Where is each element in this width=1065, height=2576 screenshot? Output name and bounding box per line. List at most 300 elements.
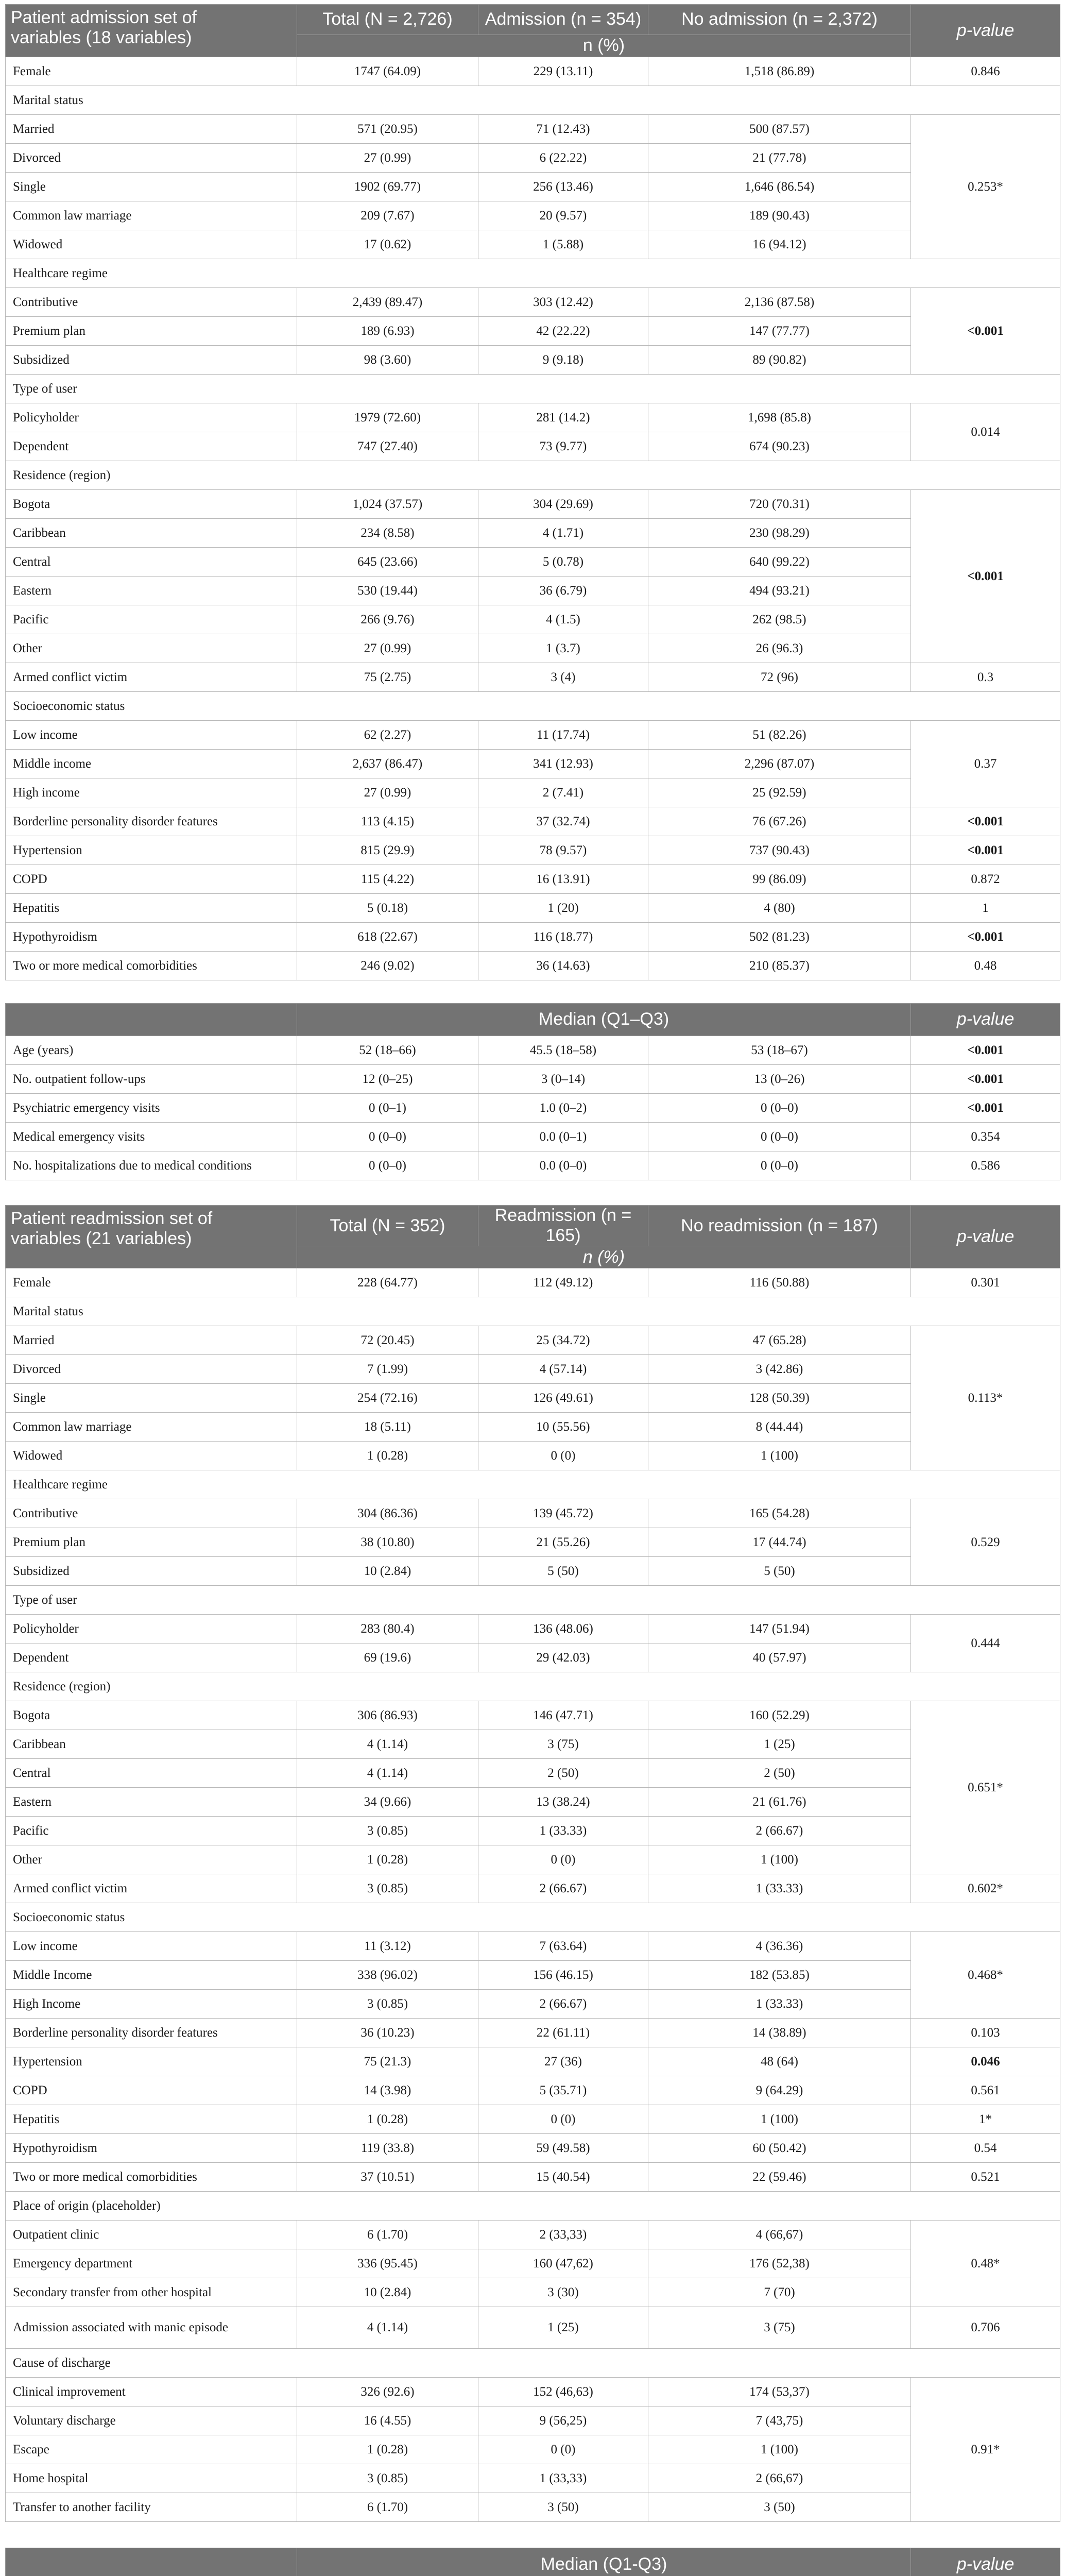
cell-total: 283 (80.4) [297,1615,478,1643]
row-label: Widowed [6,1442,297,1470]
cell-total: 304 (86.36) [297,1499,478,1528]
table-row [6,548,1060,577]
cell-group2: 1 (100) [648,1845,911,1874]
table-row [6,1326,1060,1355]
cell-total: 3 (0.85) [297,1817,478,1845]
row-label: Borderline personality disorder features [6,807,297,836]
cell-group1: 152 (46,63) [478,2378,648,2406]
cell-group2: 26 (96.3) [648,634,911,663]
cell-group1: 156 (46.15) [478,1961,648,1990]
readmission-title-line1: Patient readmission set of [11,1209,213,1228]
cell-total: 10 (2.84) [297,1557,478,1586]
cell-total: 266 (9.76) [297,605,478,634]
cell-p-value: 0.046 [911,2047,1060,2076]
cell-group1: 2 (7.41) [478,778,648,807]
table-row [6,1268,1060,1297]
cell-p-value: 0.48* [911,2221,1060,2307]
cell-p-value: 0.706 [911,2307,1060,2349]
cell-group1: 36 (6.79) [478,577,648,605]
row-label: COPD [6,865,297,894]
cell-total: 6 (1.70) [297,2493,478,2522]
cell-group1: 73 (9.77) [478,432,648,461]
cell-group1: 112 (49.12) [478,1268,648,1297]
median-header-p-value: p-value [911,2548,1060,2576]
row-label: Middle income [6,750,297,778]
table-row [6,1123,1060,1151]
cell-group1: 3 (75) [478,1730,648,1759]
row-label: High income [6,778,297,807]
cell-group1: 5 (35.71) [478,2076,648,2105]
cell-group1: 3 (50) [478,2493,648,2522]
cell-total: 0 (0–1) [297,1094,478,1123]
table-row [6,1730,1060,1759]
row-label: Age (years) [6,1036,297,1065]
cell-group2: 2 (66,67) [648,2464,911,2493]
header-n-percent: n (%) [297,35,911,57]
row-label: Common law marriage [6,1413,297,1442]
cell-total: 0 (0–0) [297,1123,478,1151]
cell-group1: 5 (0.78) [478,548,648,577]
cell-group2: 2,136 (87.58) [648,288,911,317]
table-row [6,230,1060,259]
cell-p-value: 0.468* [911,1932,1060,2019]
cell-total: 530 (19.44) [297,577,478,605]
cell-total: 37 (10.51) [297,2163,478,2192]
table-row [6,490,1060,519]
cell-group2: 7 (70) [648,2278,911,2307]
cell-p-value: 0.113* [911,1326,1060,1470]
cell-group1: 3 (30) [478,2278,648,2307]
row-label: Psychiatric emergency visits [6,1094,297,1123]
cell-total: 306 (86.93) [297,1701,478,1730]
row-label: Hypertension [6,2047,297,2076]
cell-group2: 1 (25) [648,1730,911,1759]
section-label: Residence (region) [6,461,1060,490]
cell-p-value: 0.561 [911,2076,1060,2105]
median-header: Median (Q1–Q3) [297,1004,911,1036]
cell-group2: 1 (100) [648,1442,911,1470]
cell-p-value: <0.001 [911,1065,1060,1094]
table-row [6,2105,1060,2134]
admission-median-table [5,1003,1060,1180]
cell-group1: 11 (17.74) [478,721,648,750]
cell-group2: 40 (57.97) [648,1643,911,1672]
section-row [6,86,1060,115]
table-row [6,1528,1060,1557]
cell-group1: 16 (13.91) [478,865,648,894]
table-row [6,1355,1060,1384]
section-label: Marital status [6,86,1060,115]
cell-total: 18 (5.11) [297,1413,478,1442]
cell-group2: 494 (93.21) [648,577,911,605]
section-label: Marital status [6,1297,1060,1326]
cell-total: 115 (4.22) [297,865,478,894]
row-label: Central [6,1759,297,1788]
table-row [6,288,1060,317]
cell-total: 645 (23.66) [297,548,478,577]
row-label: Hypertension [6,836,297,865]
table-row [6,346,1060,375]
cell-group1: 37 (32.74) [478,807,648,836]
table-row [6,2019,1060,2047]
row-label: Outpatient clinic [6,2221,297,2249]
cell-p-value: <0.001 [911,836,1060,865]
row-label: Hepatitis [6,894,297,923]
cell-group1: 1 (5.88) [478,230,648,259]
readmission-title-line2: variables (21 variables) [11,1229,192,1249]
row-label: Married [6,115,297,144]
section-row [6,259,1060,288]
table-row [6,1151,1060,1180]
cell-group2: 47 (65.28) [648,1326,911,1355]
cell-group2: 0 (0–0) [648,1151,911,1180]
cell-p-value: 0.602* [911,1874,1060,1903]
cell-total: 12 (0–25) [297,1065,478,1094]
table-row [6,2134,1060,2163]
cell-total: 3 (0.85) [297,2464,478,2493]
table-row [6,317,1060,346]
table-row [6,2307,1060,2349]
cell-total: 1 (0.28) [297,2435,478,2464]
cell-group1: 341 (12.93) [478,750,648,778]
row-label: Pacific [6,605,297,634]
cell-group2: 4 (36.36) [648,1932,911,1961]
cell-group1: 15 (40.54) [478,2163,648,2192]
cell-p-value: 1* [911,2105,1060,2134]
section-label: Residence (region) [6,1672,1060,1701]
cell-group1: 1.0 (0–2) [478,1094,648,1123]
table-row [6,1413,1060,1442]
cell-group2: 174 (53,37) [648,2378,911,2406]
cell-total: 254 (72.16) [297,1384,478,1413]
cell-p-value: 0.014 [911,403,1060,461]
section-row [6,461,1060,490]
cell-total: 69 (19.6) [297,1643,478,1672]
cell-total: 27 (0.99) [297,778,478,807]
section-row [6,1903,1060,1932]
cell-group1: 78 (9.57) [478,836,648,865]
cell-group2: 16 (94.12) [648,230,911,259]
row-label: Single [6,173,297,201]
row-label: Bogota [6,490,297,519]
row-label: Dependent [6,1643,297,1672]
row-label: Transfer to another facility [6,2493,297,2522]
cell-group2: 1,646 (86.54) [648,173,911,201]
cell-group2: 147 (77.77) [648,317,911,346]
row-label: Eastern [6,1788,297,1817]
cell-total: 75 (21.3) [297,2047,478,2076]
cell-p-value: 0.354 [911,1123,1060,1151]
cell-total: 2,439 (89.47) [297,288,478,317]
cell-p-value: 0.529 [911,1499,1060,1586]
cell-group2: 22 (59.46) [648,2163,911,2192]
cell-group1: 304 (29.69) [478,490,648,519]
cell-group1: 7 (63.64) [478,1932,648,1961]
cell-group1: 1 (3.7) [478,634,648,663]
cell-group2: 182 (53.85) [648,1961,911,1990]
cell-group1: 2 (66.67) [478,1990,648,2019]
cell-total: 34 (9.66) [297,1788,478,1817]
cell-group1: 59 (49.58) [478,2134,648,2163]
cell-total: 1979 (72.60) [297,403,478,432]
cell-p-value: <0.001 [911,923,1060,952]
cell-total: 52 (18–66) [297,1036,478,1065]
cell-group1: 1 (20) [478,894,648,923]
cell-p-value: 0.37 [911,721,1060,807]
cell-group2: 3 (75) [648,2307,911,2349]
admission-table-title [6,5,297,57]
cell-group1: 13 (38.24) [478,1788,648,1817]
row-label: Middle Income [6,1961,297,1990]
cell-group2: 21 (61.76) [648,1788,911,1817]
cell-total: 11 (3.12) [297,1932,478,1961]
table-row [6,2278,1060,2307]
row-label: Divorced [6,144,297,173]
cell-group1: 0 (0) [478,2105,648,2134]
table-row [6,1094,1060,1123]
cell-group2: 1 (33.33) [648,1874,911,1903]
table-row [6,2493,1060,2522]
table-row [6,605,1060,634]
cell-group1: 5 (50) [478,1557,648,1586]
row-label: Hypothyroidism [6,2134,297,2163]
row-label: Widowed [6,230,297,259]
section-row [6,1470,1060,1499]
cell-group1: 0.0 (0–1) [478,1123,648,1151]
section-label: Type of user [6,375,1060,403]
readmission-table-body [6,1268,1060,2522]
cell-total: 1902 (69.77) [297,173,478,201]
row-label: Armed conflict victim [6,1874,297,1903]
header-total: Total (N = 2,726) [297,5,478,35]
table-row [6,778,1060,807]
table-row [6,2076,1060,2105]
cell-group1: 136 (48.06) [478,1615,648,1643]
cell-group2: 48 (64) [648,2047,911,2076]
cell-p-value: 0.846 [911,57,1060,86]
cell-group2: 737 (90.43) [648,836,911,865]
cell-group1: 42 (22.22) [478,317,648,346]
median-header-blank [6,1004,297,1036]
table-row [6,2378,1060,2406]
median-header-blank [6,2548,297,2576]
table-row [6,201,1060,230]
cell-group2: 1,518 (86.89) [648,57,911,86]
cell-total: 0 (0–0) [297,1151,478,1180]
row-label: Admission associated with manic episode [6,2307,297,2349]
table-row [6,403,1060,432]
row-label: Dependent [6,432,297,461]
cell-group2: 502 (81.23) [648,923,911,952]
cell-total: 4 (1.14) [297,2307,478,2349]
section-row [6,1672,1060,1701]
cell-group1: 1 (33.33) [478,1817,648,1845]
cell-group2: 2,296 (87.07) [648,750,911,778]
cell-group2: 76 (67.26) [648,807,911,836]
table-row [6,807,1060,836]
row-label: Single [6,1384,297,1413]
cell-group2: 5 (50) [648,1557,911,1586]
cell-total: 246 (9.02) [297,952,478,980]
section-label: Healthcare regime [6,1470,1060,1499]
row-label: Subsidized [6,346,297,375]
table-row [6,577,1060,605]
cell-group2: 160 (52.29) [648,1701,911,1730]
cell-total: 4 (1.14) [297,1730,478,1759]
row-label: Low income [6,1932,297,1961]
cell-group2: 51 (82.26) [648,721,911,750]
cell-group2: 165 (54.28) [648,1499,911,1528]
table-row [6,2221,1060,2249]
cell-p-value: 0.301 [911,1268,1060,1297]
cell-total: 618 (22.67) [297,923,478,952]
row-label: No. outpatient follow-ups [6,1065,297,1094]
cell-p-value: 0.54 [911,2134,1060,2163]
table-row [6,1442,1060,1470]
cell-total: 72 (20.45) [297,1326,478,1355]
table-row [6,144,1060,173]
cell-p-value: 1 [911,894,1060,923]
cell-group2: 21 (77.78) [648,144,911,173]
table-row [6,634,1060,663]
table-row [6,57,1060,86]
cell-group1: 9 (56,25) [478,2406,648,2435]
row-label: Divorced [6,1355,297,1384]
cell-group1: 4 (57.14) [478,1355,648,1384]
cell-group1: 3 (4) [478,663,648,692]
row-label: Two or more medical comorbidities [6,2163,297,2192]
row-label: Emergency department [6,2249,297,2278]
row-label: Home hospital [6,2464,297,2493]
row-label: Pacific [6,1817,297,1845]
cell-group2: 13 (0–26) [648,1065,911,1094]
section-label: Healthcare regime [6,259,1060,288]
cell-total: 113 (4.15) [297,807,478,836]
cell-group1: 303 (12.42) [478,288,648,317]
cell-total: 338 (96.02) [297,1961,478,1990]
cell-group1: 4 (1.5) [478,605,648,634]
table-row [6,721,1060,750]
cell-group1: 9 (9.18) [478,346,648,375]
cell-group2: 2 (66.67) [648,1817,911,1845]
cell-group2: 0 (0–0) [648,1094,911,1123]
table-row [6,2464,1060,2493]
table-row [6,1701,1060,1730]
cell-group2: 89 (90.82) [648,346,911,375]
table-row [6,865,1060,894]
cell-p-value: 0.48 [911,952,1060,980]
admission-table-body [6,57,1060,980]
cell-group2: 17 (44.74) [648,1528,911,1557]
cell-group1: 146 (47.71) [478,1701,648,1730]
cell-group2: 262 (98.5) [648,605,911,634]
cell-group2: 9 (64.29) [648,2076,911,2105]
cell-group1: 0 (0) [478,1845,648,1874]
table-row [6,1759,1060,1788]
cell-group1: 126 (49.61) [478,1384,648,1413]
section-row [6,692,1060,721]
cell-group1: 0.0 (0–0) [478,1151,648,1180]
row-label: Caribbean [6,1730,297,1759]
cell-group1: 21 (55.26) [478,1528,648,1557]
cell-p-value: <0.001 [911,1036,1060,1065]
cell-total: 27 (0.99) [297,144,478,173]
cell-p-value: <0.001 [911,807,1060,836]
section-label: Socioeconomic status [6,692,1060,721]
cell-group2: 14 (38.89) [648,2019,911,2047]
cell-group2: 674 (90.23) [648,432,911,461]
cell-total: 336 (95.45) [297,2249,478,2278]
cell-p-value: 0.651* [911,1701,1060,1874]
row-label: Two or more medical comorbidities [6,952,297,980]
row-label: Eastern [6,577,297,605]
readmission-table [5,1205,1060,2522]
row-label: High Income [6,1990,297,2019]
table-row [6,1932,1060,1961]
row-label: Female [6,57,297,86]
row-label: Policyholder [6,1615,297,1643]
cell-group2: 176 (52,38) [648,2249,911,2278]
cell-p-value: 0.253* [911,115,1060,259]
cell-total: 815 (29.9) [297,836,478,865]
cell-total: 3 (0.85) [297,1990,478,2019]
cell-group2: 500 (87.57) [648,115,911,144]
cell-group1: 256 (13.46) [478,173,648,201]
cell-group2: 3 (50) [648,2493,911,2522]
row-label: Clinical improvement [6,2378,297,2406]
cell-group1: 22 (61.11) [478,2019,648,2047]
table-row [6,1845,1060,1874]
page [5,4,1060,2576]
cell-p-value: 0.444 [911,1615,1060,1672]
row-label: Borderline personality disorder features [6,2019,297,2047]
admission-title-line2: variables (18 variables) [11,28,192,48]
cell-group1: 281 (14.2) [478,403,648,432]
table-row [6,2249,1060,2278]
cell-group2: 1 (33.33) [648,1990,911,2019]
cell-group1: 160 (47,62) [478,2249,648,2278]
readmission-median-table [5,2548,1060,2576]
table-row [6,923,1060,952]
table-row [6,1615,1060,1643]
table-row [6,1499,1060,1528]
cell-group2: 1 (100) [648,2435,911,2464]
table-row [6,1384,1060,1413]
cell-p-value: <0.001 [911,1094,1060,1123]
readmission-table-title [6,1206,297,1268]
cell-group2: 2 (50) [648,1759,911,1788]
cell-p-value: 0.872 [911,865,1060,894]
table-row [6,836,1060,865]
cell-group2: 25 (92.59) [648,778,911,807]
cell-total: 16 (4.55) [297,2406,478,2435]
cell-group1: 20 (9.57) [478,201,648,230]
table-row [6,173,1060,201]
cell-total: 38 (10.80) [297,1528,478,1557]
section-label: Socioeconomic status [6,1903,1060,1932]
cell-total: 747 (27.40) [297,432,478,461]
cell-total: 1 (0.28) [297,1845,478,1874]
cell-group2: 72 (96) [648,663,911,692]
table-row [6,894,1060,923]
cell-total: 14 (3.98) [297,2076,478,2105]
row-label: Hepatitis [6,2105,297,2134]
cell-group2: 1,698 (85.8) [648,403,911,432]
table-row [6,952,1060,980]
cell-group2: 720 (70.31) [648,490,911,519]
cell-total: 1747 (64.09) [297,57,478,86]
header-admission: Admission (n = 354) [478,5,648,35]
